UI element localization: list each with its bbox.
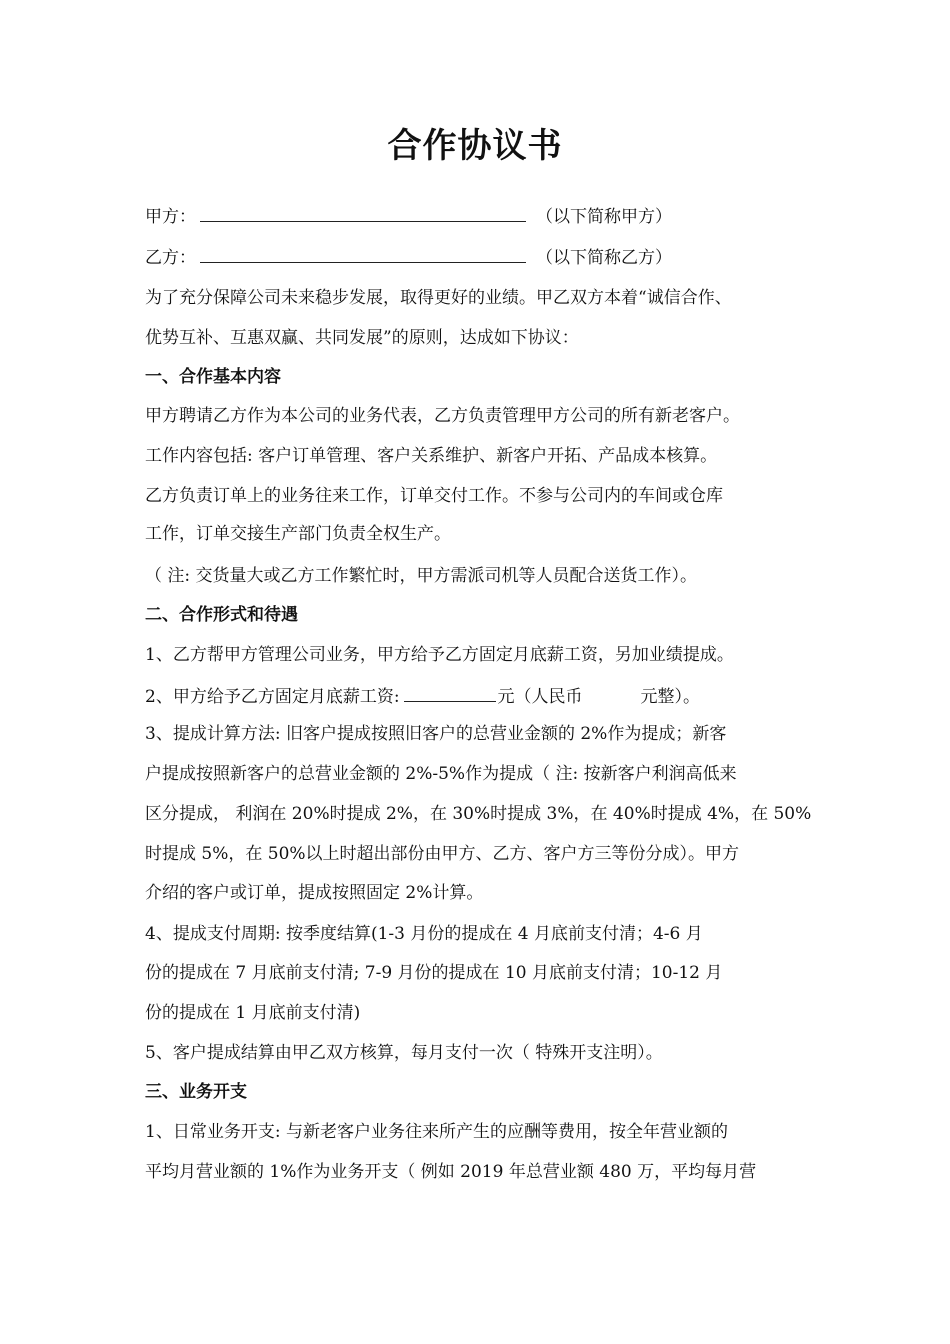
section-3-line-2: 平均月营业额的 1%作为业务开支（ 例如 2019 年总营业额 480 万，平均每月营 — [145, 1162, 757, 1182]
intro-line-2: 优势互补、互惠双赢、共同发展”的原则，达成如下协议： — [145, 328, 579, 348]
section-2-item-4-line-1: 4、提成支付周期: 按季度结算(1-3 月份的提成在 4 月底前支付清；4-6 月 — [145, 924, 703, 944]
section-2-item-3-line-2: 户提成按照新客户的总营业金额的 2%-5%作为提成（ 注: 按新客户利润高低来 — [145, 764, 737, 784]
section-2-item-3-line-1: 3、提成计算方法: 旧客户提成按照旧客户的总营业金额的 2%作为提成；新客 — [145, 724, 727, 744]
party-b-blank[interactable] — [200, 244, 526, 263]
section-1-line-2: 工作内容包括: 客户订单管理、客户关系维护、新客户开拓、产品成本核算。 — [145, 446, 718, 466]
party-b-label: 乙方： — [145, 248, 196, 268]
section-1-line-5: （ 注: 交货量大或乙方工作繁忙时，甲方需派司机等人员配合送货工作）。 — [145, 566, 698, 586]
section-3-heading: 三、业务开支 — [145, 1082, 247, 1102]
intro-line-1: 为了充分保障公司未来稳步发展，取得更好的业绩。甲乙双方本着“诚信合作、 — [145, 288, 732, 308]
section-2-item-1: 1、乙方帮甲方管理公司业务，甲方给予乙方固定月底薪工资，另加业绩提成。 — [145, 645, 734, 665]
section-2-item-2 — [145, 683, 825, 709]
party-a-label: 甲方： — [145, 207, 196, 227]
party-b-line — [145, 244, 825, 270]
section-2-item-3-line-5: 介绍的客户或订单，提成按照固定 2%计算。 — [145, 883, 484, 903]
section-1-line-3: 乙方负责订单上的业务往来工作，订单交付工作。不参与公司内的车间或仓库 — [145, 486, 723, 506]
section-1-line-4: 工作，订单交接生产部门负责全权生产。 — [145, 524, 451, 544]
party-b-suffix: （以下简称乙方） — [536, 248, 672, 268]
section-2-heading: 二、合作形式和待遇 — [145, 605, 298, 625]
party-a-line — [145, 203, 825, 229]
section-2-item-3-line-4: 时提成 5%，在 50%以上时超出部份由甲方、乙方、客户方三等份分成）。甲方 — [145, 844, 740, 864]
salary-mid: 元（人民币 — [497, 687, 583, 707]
section-3-line-1: 1、日常业务开支: 与新老客户业务往来所产生的应酬等费用，按全年营业额的 — [145, 1122, 728, 1142]
section-2-item-3-line-3: 区分提成， 利润在 20%时提成 2%，在 30%时提成 3%，在 40%时提成 4%，在 50% — [145, 804, 812, 824]
section-1-line-1: 甲方聘请乙方作为本公司的业务代表，乙方负责管理甲方公司的所有新老客户。 — [145, 406, 740, 426]
salary-suffix: 元整）。 — [640, 687, 701, 707]
salary-prefix: 2、甲方给予乙方固定月底薪工资: — [145, 687, 400, 707]
section-2-item-4-line-3: 份的提成在 1 月底前支付清) — [145, 1003, 361, 1023]
section-2-item-5: 5、客户提成结算由甲乙双方核算，每月支付一次（ 特殊开支注明）。 — [145, 1043, 663, 1063]
salary-amount-blank[interactable] — [404, 683, 496, 702]
document-title: 合作协议书 — [387, 126, 563, 166]
section-1-heading: 一、合作基本内容 — [145, 367, 281, 387]
party-a-blank[interactable] — [200, 203, 526, 222]
section-2-item-4-line-2: 份的提成在 7 月底前支付清; 7-9 月份的提成在 10 月底前支付清；10-12 月 — [145, 963, 723, 983]
party-a-suffix: （以下简称甲方） — [536, 207, 672, 227]
